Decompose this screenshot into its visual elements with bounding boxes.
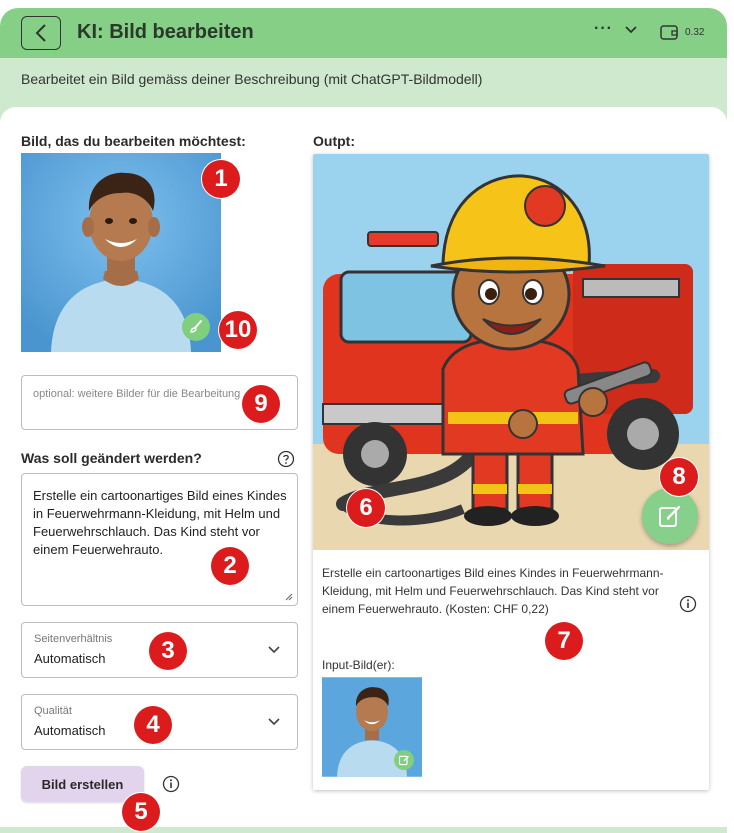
prompt-textarea[interactable] xyxy=(21,473,298,606)
input-image-thumbnail[interactable] xyxy=(322,677,422,777)
info-icon[interactable] xyxy=(679,595,697,613)
marker-10: 10 xyxy=(219,311,257,349)
brush-icon xyxy=(188,319,204,335)
edit-thumbnail-button[interactable] xyxy=(394,750,414,770)
marker-3: 3 xyxy=(149,632,187,670)
page-title: KI: Bild bearbeiten xyxy=(77,21,254,43)
aspect-ratio-label: Seitenverhältnis xyxy=(34,633,113,645)
header-bar xyxy=(0,8,727,58)
output-card xyxy=(313,154,709,790)
prompt-label: Was soll geändert werden? xyxy=(21,450,202,466)
resize-handle-icon[interactable] xyxy=(284,592,293,601)
tool-description: Bearbeitet ein Bild gemäss deiner Beschreibung (mit ChatGPT-Bildmodell) xyxy=(21,71,483,87)
quality-value: Automatisch xyxy=(34,723,106,738)
create-image-button[interactable]: Bild erstellen xyxy=(21,766,144,802)
chevron-down-icon[interactable] xyxy=(624,25,638,35)
chevron-left-icon xyxy=(34,23,48,43)
prompt-text: Erstelle ein cartoonartiges Bild eines Kindes in Feuerwehrmann-Kleidung, mit Helm und Feuerwehrschlauch. Das Kind steht vor einem Feuerwehrauto. xyxy=(33,488,287,557)
info-icon[interactable] xyxy=(162,775,180,793)
edit-icon xyxy=(657,503,683,529)
marker-2: 2 xyxy=(211,547,249,585)
marker-5: 5 xyxy=(122,793,160,831)
marker-8: 8 xyxy=(660,458,698,496)
edit-output-button[interactable] xyxy=(642,488,698,544)
back-button[interactable] xyxy=(21,16,61,50)
input-image-label: Bild, das du bearbeiten möchtest: xyxy=(21,133,246,149)
more-options-icon[interactable]: ··· xyxy=(594,20,613,37)
aspect-ratio-value: Automatisch xyxy=(34,651,106,666)
marker-9: 9 xyxy=(242,385,280,423)
chevron-down-icon xyxy=(267,645,281,654)
balance-value: 0.32 xyxy=(685,27,705,38)
additional-images-placeholder: optional: weitere Bilder für die Bearbeitung xyxy=(33,388,241,400)
marker-6: 6 xyxy=(347,489,385,527)
edit-image-button[interactable] xyxy=(182,313,210,341)
output-description: Erstelle ein cartoonartiges Bild eines Kindes in Feuerwehrmann-Kleidung, mit Helm und Feuerwehrschlauch. Das Kind steht vor einem Feuerwehrauto. (Kosten: CHF 0,22) xyxy=(322,566,664,616)
input-images-label: Input-Bild(er): xyxy=(322,658,395,672)
edit-icon xyxy=(398,754,410,766)
quality-label: Qualität xyxy=(34,705,72,717)
help-icon[interactable] xyxy=(277,450,295,468)
marker-4: 4 xyxy=(134,706,172,744)
chevron-down-icon xyxy=(267,717,281,726)
marker-7: 7 xyxy=(545,622,583,660)
marker-1: 1 xyxy=(202,160,240,198)
wallet-icon xyxy=(660,25,678,40)
output-label: Outpt: xyxy=(313,133,355,149)
